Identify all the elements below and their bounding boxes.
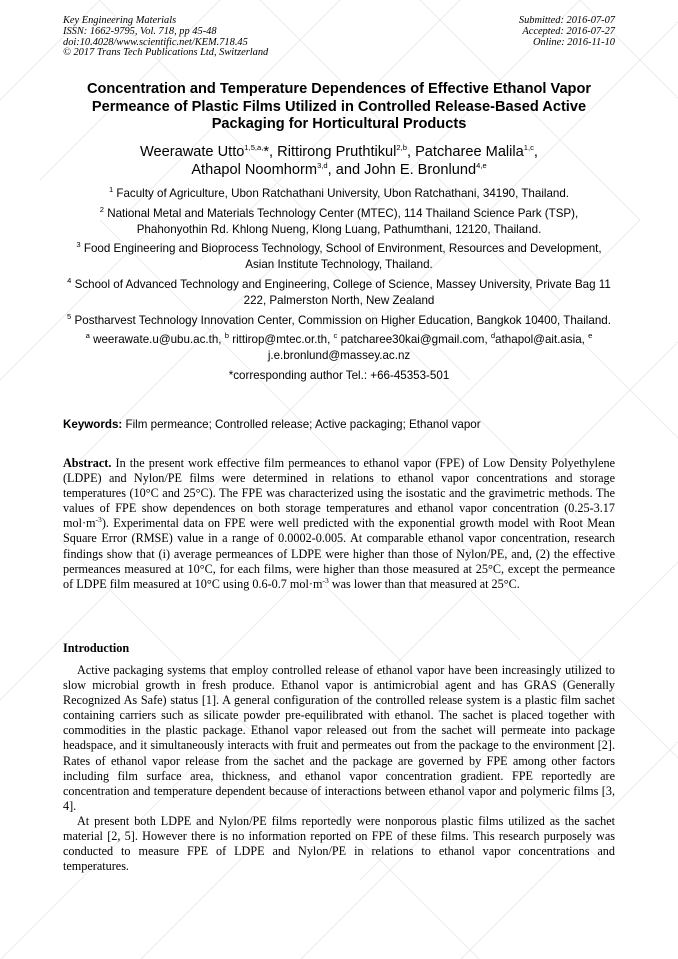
email-address[interactable]: patcharee30kai@gmail.com, — [340, 333, 491, 347]
copyright: © 2017 Trans Tech Publications Ltd, Switzerland — [63, 47, 269, 59]
abstract-label: Abstract. — [63, 456, 112, 470]
paper-title: Concentration and Temperature Dependences of Effective Ethanol Vapor Permeance of Plastic Films Utilized in Controlled Release-Based Active Packaging for Horticultural Products — [86, 81, 592, 133]
issn: ISSN: 1662-9795, Vol. 718, pp 45-48 — [63, 25, 217, 37]
author-affil-sup: 4,e — [476, 161, 487, 171]
corresponding-author: *corresponding author Tel.: +66-45353-501 — [228, 368, 450, 382]
affiliation — [63, 186, 615, 202]
email-sup: a — [85, 331, 90, 341]
unit-exponent: -3 — [322, 575, 329, 585]
online-date: Online: 2016-11-10 — [532, 36, 615, 48]
author-name: Athapol Noomhorm — [191, 162, 318, 178]
abstract-text: ). Experimental data on FPE were well predicted with the exponential growth model with Root Mean Square Error (RMSE) value in a range of 0.0002-0.005. At comparable ethanol vapor concentration, research findings show that (i) average permeances of LDPE were higher than those of Nylon/PE, and, (2) the effective permeances measured at 10°C, for each films, were higher than those measured at 25°C, except the permeance of LDPE film measured at 10°C using 0.6-0.7 mol·m — [63, 516, 615, 591]
email-sup: e — [588, 331, 593, 341]
affiliation-sup: 1 — [108, 185, 114, 195]
affiliations — [63, 186, 615, 384]
email-address[interactable]: weerawate.u@ubu.ac.th, — [93, 333, 225, 347]
doi: doi:10.4028/www.scientific.net/KEM.718.45 — [63, 36, 248, 48]
affiliation-sup: 2 — [99, 204, 104, 214]
author-separator: , — [533, 144, 538, 160]
affiliation — [63, 313, 615, 329]
author-affil-sup: 1,c — [523, 143, 534, 153]
unit-exponent: -3 — [95, 515, 102, 525]
affiliation — [63, 277, 615, 309]
journal-name: Key Engineering Materials — [63, 15, 177, 26]
email-sup: d — [490, 331, 496, 341]
submitted-date: Submitted: 2016-07-07 — [518, 15, 615, 26]
abstract — [63, 456, 615, 592]
author-separator: , — [406, 144, 416, 160]
author-affil-sup: 2,b — [396, 143, 407, 153]
accepted-date: Accepted: 2016-07-27 — [522, 25, 615, 37]
paragraph: Active packaging systems that employ controlled release of ethanol vapor have been increasingly utilized to slow microbial growth in fresh produce. Ethanol vapor is antimicrobial agent and has GRAS (Generally Recognized As Safe) status [1]. A general configuration of the controlled release system is a plastic film sachet containing carriers such as silicate powder pre-equilibrated with ethanol. The sachet is placed together with commodities in the plastic package. Ethanol vapor released out from the sachet will permeate into package headspace, and it simultaneously interacts with fruit and permeates out from the package to the environment [2]. Rates of ethanol vapor release from the sachet and the package are governed by FPE among other factors including film surface area, thickness, and ethanol vapor concentration gradient. FPE reportedly are concentration and temperature dependent because of interactions between ethanol vapor and polymeric films [3, 4]. — [63, 663, 615, 813]
keywords-label: Keywords: — [63, 418, 123, 431]
author-name: Rittirong Pruthtikul — [277, 144, 397, 160]
email-sup: c — [333, 331, 338, 341]
email-address[interactable]: j.e.bronlund@massey.ac.nz — [267, 349, 411, 363]
affiliation-text: Faculty of Agriculture, Ubon Ratchathani University, Ubon Ratchathani, 34190, Thailand. — [116, 187, 570, 200]
submission-dates — [519, 16, 615, 48]
affiliation-sup: 3 — [76, 240, 81, 250]
introduction-body — [63, 663, 615, 874]
author-affil-sup: 1,5,a, — [244, 143, 264, 153]
affiliation-sup: 4 — [67, 276, 72, 286]
journal-info — [63, 16, 268, 59]
keywords — [63, 417, 615, 432]
email-list — [63, 332, 615, 364]
author-separator: , and — [327, 162, 365, 178]
author-name: John E. Bronlund — [364, 162, 477, 178]
affiliation-text: School of Advanced Technology and Engineering, College of Science, Massey University, Private Bag 11 222, Palmerston North, New Zealand — [74, 277, 611, 307]
affiliation — [63, 206, 615, 238]
author-list — [63, 143, 615, 179]
author-affil-sup: 3,d — [317, 161, 328, 171]
abstract-text: was lower than that measured at 25°C. — [328, 576, 520, 591]
affiliation-sup: 5 — [67, 311, 72, 321]
author-separator: *, — [263, 144, 278, 160]
affiliation-text: Food Engineering and Bioprocess Technology, School of Environment, Resources and Development, Asian Institute Technology, Thailand. — [83, 242, 602, 272]
affiliation-text: Postharvest Technology Innovation Center, Commission on Higher Education, Bangkok 10400, Thailand. — [74, 313, 611, 327]
author-name: Patcharee Malila — [415, 144, 524, 160]
keywords-text: Film permeance; Controlled release; Active packaging; Ethanol vapor — [122, 418, 481, 431]
email-sup: b — [224, 331, 229, 341]
affiliation-text: National Metal and Materials Technology Center (MTEC), 114 Thailand Science Park (TSP), Phahonyothin Rd. Khlong Nueng, Klong Luang, Pathumthani, 12120, Thailand. — [107, 206, 579, 236]
email-address[interactable]: rittirop@mtec.or.th, — [232, 333, 334, 347]
email-address[interactable]: athapol@ait.asia, — [495, 333, 589, 347]
section-heading-introduction: Introduction — [63, 641, 130, 655]
affiliation — [63, 241, 615, 273]
abstract-text: In the present work effective film permeances to ethanol vapor (FPE) of Low Density Polyethylene (LDPE) and Nylon/PE films were determined in relations to ethanol vapor concentrations and storage temperatures (10°C and 25°C). The FPE was characterized using the isostatic and the gravimetric methods. The values of FPE show dependences on both storage temperatures and ethanol vapor concentration (0.25-3.17 mol·m — [63, 456, 615, 531]
author-name: Weerawate Utto — [140, 144, 245, 160]
paragraph: At present both LDPE and Nylon/PE films reportedly were nonporous plastic films utilized as the sachet material [2, 5]. However there is no information reported on FPE of these films. This research purposely was conducted to measure FPE of LDPE and Nylon/PE in relations to ethanol vapor concentrations and temperatures. — [63, 813, 615, 874]
